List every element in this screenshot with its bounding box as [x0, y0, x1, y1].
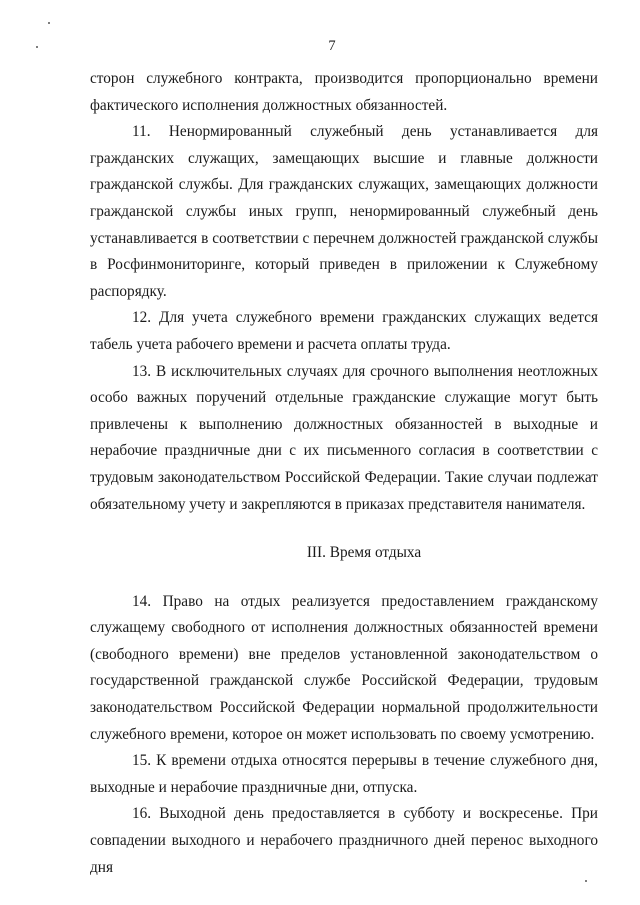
paragraph-12: 12. Для учета служебного времени гражданских служащих ведется табель учета рабочего времени и расчета оплаты труда. — [90, 309, 598, 353]
paragraph-15: 15. К времени отдыха относятся перерывы в течение служебного дня, выходные и нерабочие праздничные дни, отпуска. — [90, 752, 598, 796]
paragraph-14: 14. Право на отдых реализуется предоставлением гражданскому служащему свободного от исполнения должностных обязанностей времени (свободного времени) вне пределов установленной законодательством о государственной гражданской службе Российской Федерации, трудовым законодательством Российской Федерации нормальной продолжительности служебного времени, которое он может использовать по своему усмотрению. — [90, 592, 598, 743]
page-number: 7 — [328, 38, 336, 54]
document-body — [90, 66, 598, 881]
paragraph-13: 13. В исключительных случаях для срочного выполнения неотложных особо важных поручений отдельные гражданские служащие могут быть привлечены к выполнению должностных обязанностей в выходные и нерабочие праздничные дни с их письменного согласия в соответствии с трудовым законодательством Российской Федерации. Такие случаи подлежат обязательному учету и закрепляются в приказах представителя нанимателя. — [90, 362, 598, 513]
section-heading: III. Время отдыха — [306, 544, 422, 562]
paragraph-11: 11. Ненормированный служебный день устанавливается для гражданских служащих, замещающих высшие и главные должности гражданской службы. Для гражданских служащих, замещающих должности гражданской службы иных групп, ненормированный служебный день устанавливается в соответствии с перечнем должностей гражданской службы в Росфинмониторинге, который приведен в приложении к Служебному распорядку. — [90, 123, 598, 300]
paragraph-continuation: сторон служебного контракта, производится пропорционально времени фактического исполнения должностных обязанностей. — [90, 70, 598, 114]
paragraph-16: 16. Выходной день предоставляется в субботу и воскресенье. При совпадении выходного и нерабочего праздничного дней перенос выходного дня — [90, 805, 598, 876]
scan-speck — [48, 22, 50, 24]
